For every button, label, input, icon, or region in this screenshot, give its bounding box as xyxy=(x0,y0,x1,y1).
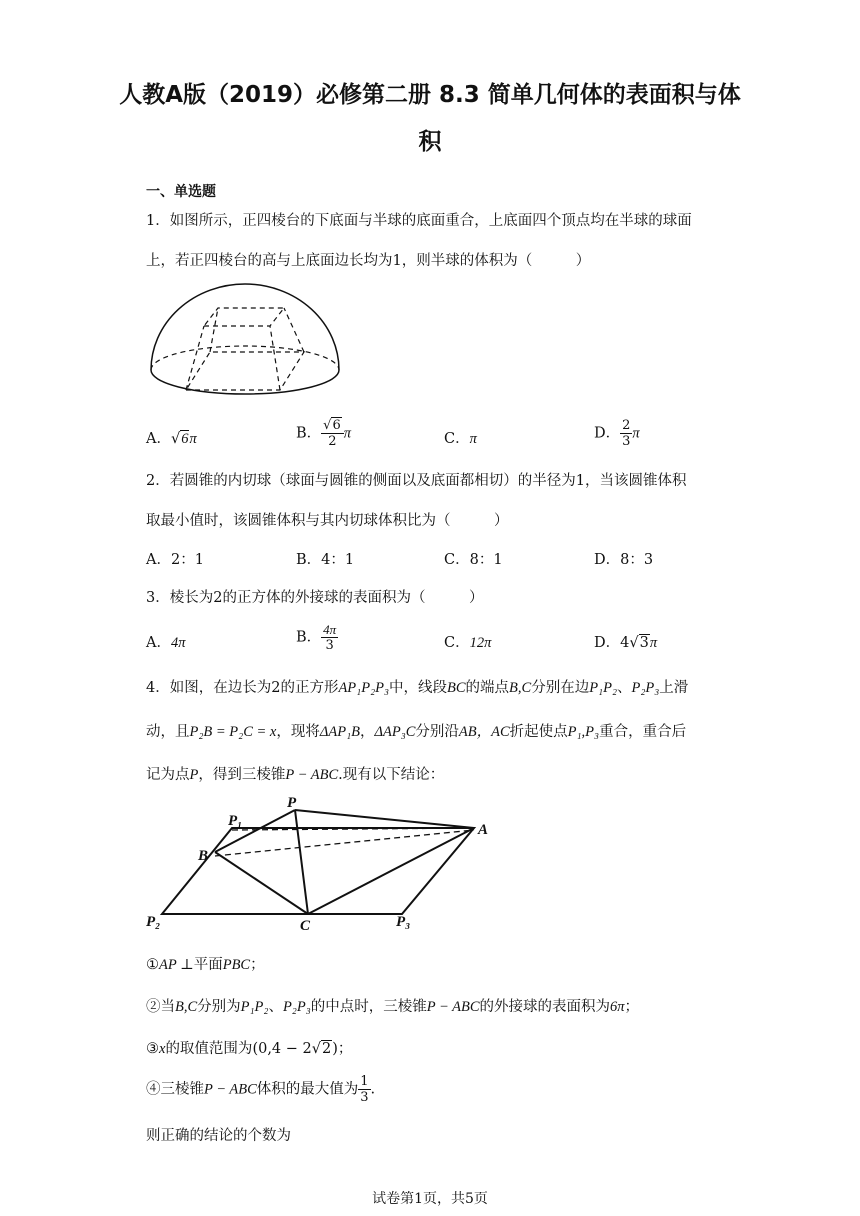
q4-text-1: 4．如图，在边长为2的正方形AP₁P₂P₃中，线段BC的端点B,C分别在边P₁P₂、P₂P₃上滑 xyxy=(146,680,689,696)
page-footer: 试卷第1页，共5页 xyxy=(372,1191,488,1207)
q2-text-1: 2．若圆锥的内切球（球面与圆锥的侧面以及底面都相切）的半径为1，当该圆锥体积 xyxy=(146,473,687,489)
q2-option-c[interactable]: C．8：1 xyxy=(444,552,503,568)
q2-text-2: 取最小值时，该圆锥体积与其内切球体积比为（ ） xyxy=(146,513,509,529)
label-c: C xyxy=(300,918,311,934)
q3-option-b[interactable]: B． $\frac{4\pi}{3}$ xyxy=(296,622,337,653)
page-title: 人教A版（2019）必修第二册 8.3 简单几何体的表面积与体 xyxy=(119,82,741,108)
page-title-cont: 积 xyxy=(418,129,442,155)
label-b: B xyxy=(198,848,209,864)
q4-claim-2: ②当B,C分别为P₁P₂、P₂P₃的中点时，三棱锥P − ABC的外接球的表面积为6π； xyxy=(146,999,640,1015)
q3-option-d[interactable]: D．4√3π xyxy=(594,635,658,651)
q3-option-c[interactable]: C．12π xyxy=(444,635,492,651)
q4-text-3: 记为点P，得到三棱锥P − ABC.现有以下结论： xyxy=(146,767,445,783)
q1-text-1: 1．如图所示，正四棱台的下底面与半球的底面重合，上底面四个顶点均在半球的球面 xyxy=(146,213,692,229)
q4-text-2: 动，且P₂B = P₂C = x，现将ΔAP₁B，ΔAP₃C分别沿AB，AC折起使点P₁,P₃重合，重合后 xyxy=(146,724,687,740)
q2-option-a[interactable]: A．2：1 xyxy=(146,552,204,568)
q1-option-c[interactable]: C．π xyxy=(444,431,477,447)
q1-option-a[interactable]: A．√6π xyxy=(146,431,197,447)
label-p2: P₂ xyxy=(146,914,161,930)
q4-question: 则正确的结论的个数为 xyxy=(146,1128,291,1144)
q4-claim-4: ④三棱锥P − ABC体积的最大值为 $\frac{1}{3}$ . xyxy=(146,1074,376,1105)
label-p1: P₁ xyxy=(228,813,243,829)
label-a: A xyxy=(478,822,489,838)
q1-option-d[interactable]: D． $\frac{2}{3}$ π xyxy=(594,418,640,449)
q3-option-a[interactable]: A．4π xyxy=(146,635,186,651)
label-p: P xyxy=(287,795,297,811)
q4-claim-3: ③x的取值范围为(0,4 − 2√2)； xyxy=(146,1041,353,1057)
hemisphere-frustum-figure xyxy=(146,282,346,400)
q3-text-1: 3．棱长为2的正方体的外接球的表面积为（ ） xyxy=(146,590,484,606)
q1-text-2: 上，若正四棱台的高与上底面边长均为1，则半球的体积为（ ） xyxy=(146,253,591,269)
q2-option-b[interactable]: B．4：1 xyxy=(296,552,355,568)
pyramid-fold-figure xyxy=(140,792,510,940)
q1-option-b[interactable]: B． $\frac{√6}{2}$ π xyxy=(296,418,351,449)
section-heading: 一、单选题 xyxy=(146,184,216,200)
q4-claim-1: ①AP ⊥平面PBC； xyxy=(146,957,265,973)
q2-option-d[interactable]: D．8：3 xyxy=(594,552,654,568)
label-p3: P₃ xyxy=(396,914,411,930)
